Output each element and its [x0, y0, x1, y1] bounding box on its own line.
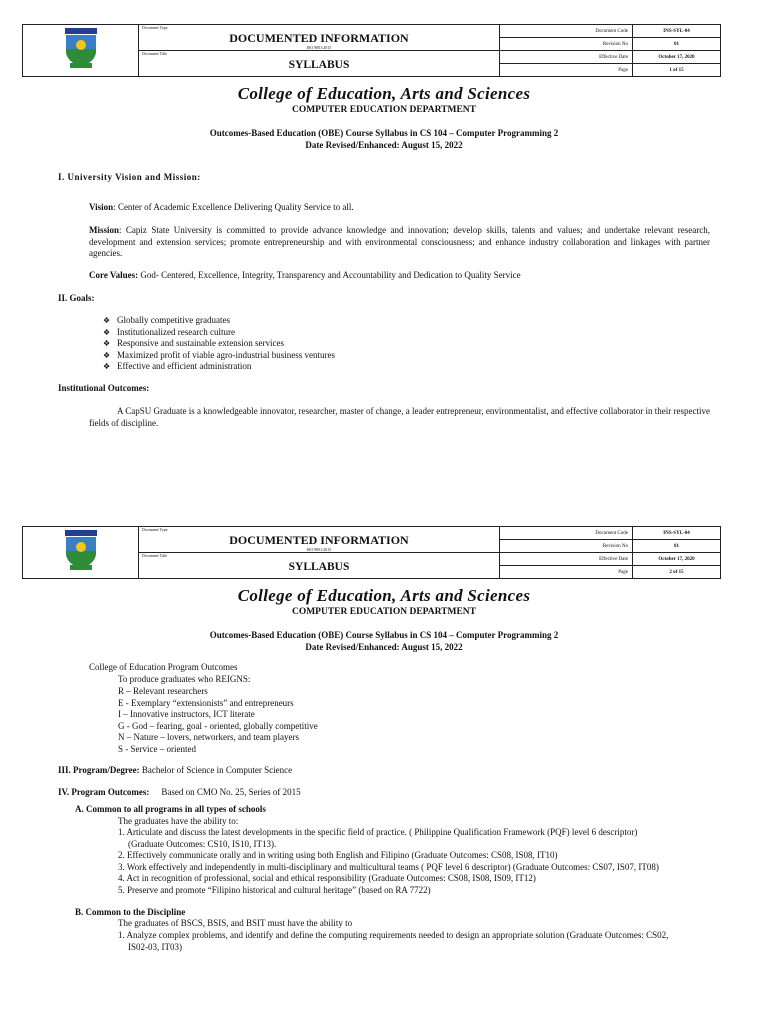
list-item: ❖ Institutionalized research culture: [103, 326, 235, 337]
date-revised: Date Revised/Enhanced: August 15, 2022: [305, 642, 463, 652]
title-cell: [139, 25, 500, 51]
meta-label: Effective Date: [500, 553, 633, 566]
list-item: ❖ Effective and efficient administration: [103, 361, 252, 371]
university-logo: [64, 529, 98, 571]
mission-label: Mission: [89, 225, 120, 235]
meta-label: Document Code: [500, 25, 633, 38]
vision-label: Vision: [89, 202, 114, 212]
diamond-bullet-icon: ❖: [103, 350, 111, 360]
college-name: College of Education, Arts and Sciences: [237, 586, 531, 605]
revision-no: 01: [633, 540, 721, 553]
title-cell: [139, 527, 500, 553]
document-header-page1: [22, 24, 721, 77]
diamond-bullet-icon: ❖: [103, 316, 111, 325]
syllabus-title: Outcomes-Based Education (OBE) Course Syllabus in CS 104 – Computer Programming 2: [209, 630, 559, 640]
logo-cell: [23, 527, 139, 579]
logo-cell: [23, 25, 139, 77]
meta-label: Page: [500, 64, 633, 77]
program-degree: [58, 765, 292, 777]
core-values-label: Core Values:: [89, 270, 139, 280]
core-values-text: God- Centered, Excellence, Integrity, Transparency and Accountability and Dedication to Quality Service: [138, 270, 521, 280]
mission-paragraph: [89, 225, 710, 260]
section-a-title: A. Common to all programs in all types of schools: [75, 804, 266, 814]
type-cell: [139, 553, 500, 579]
effective-date: October 17, 2020: [633, 51, 721, 64]
diamond-bullet-icon: ❖: [103, 339, 111, 348]
program-outcomes-basis: Based on CMO No. 25, Series of 2015: [161, 787, 301, 797]
effective-date: October 17, 2020: [633, 553, 721, 566]
department-name: COMPUTER EDUCATION DEPARTMENT: [291, 105, 477, 115]
list-item: ❖ Responsive and sustainable extension services: [103, 338, 284, 348]
list-item: 1. Analyze complex problems, and identify and define the computing requirements needed to design an appropriate solution (Graduate Outcomes: CS02,: [118, 930, 669, 940]
program-degree-label: III. Program/Degree:: [58, 765, 140, 775]
iso-standard: ISO 9001:2015: [306, 45, 332, 50]
meta-label: Document Code: [500, 527, 633, 540]
section-heading: II. Goals:: [58, 293, 95, 303]
section-a-list: [118, 827, 728, 896]
list-item: (Graduate Outcomes: CS10, IS10, IT13).: [128, 838, 277, 849]
program-degree-text: Bachelor of Science in Computer Science: [139, 765, 293, 775]
syllabus-title: Outcomes-Based Education (OBE) Course Syllabus in CS 104 – Computer Programming 2: [209, 128, 559, 138]
doc-title-label: Document Title: [142, 51, 168, 56]
meta-label: Page: [500, 566, 633, 579]
doc-title: DOCUMENTED INFORMATION: [229, 533, 409, 547]
program-outcomes-label: IV. Program Outcomes:: [58, 787, 150, 797]
iso-standard: ISO 9001:2015: [306, 547, 332, 552]
list-item: 4. Act in recognition of professional, social and ethical responsibility (Graduate Outcomes: CS08, IS08, IS09, IT12): [118, 873, 536, 883]
meta-label: Effective Date: [500, 51, 633, 64]
mission-text: : Capiz State University is committed to provide advance knowledge and innovation; develop skills, talents and values; and undertake relevant research, development and extension services; promote entrepreneurship and with environmental consciousness; and enhance industry collaboration and linkages with partner agencies.: [89, 225, 710, 258]
type-cell: [139, 51, 500, 77]
list-item: R – Relevant researchers: [118, 686, 208, 696]
doc-title-label: Document Title: [142, 553, 168, 558]
list-item: 2. Effectively communicate orally and in writing using both English and Filipino (Graduate Outcomes: CS08, IS08, IT10): [118, 850, 558, 860]
core-values-paragraph: [89, 270, 710, 282]
document-header-page2: [22, 526, 721, 579]
list-item: E - Exemplary “extensionists” and entrepreneurs: [118, 697, 294, 708]
section-heading: Institutional Outcomes:: [58, 383, 150, 393]
list-item: 3. Work effectively and independently in multi-disciplinary and multicultural teams ( PQF level 6 descriptor) (Graduate Outcomes: CS07, IS07, IT08): [118, 861, 659, 872]
document-code: INS-SYL-04: [633, 527, 721, 540]
list-item: G - God – fearing, goal - oriented, globally competitive: [118, 720, 318, 731]
doc-type: SYLLABUS: [288, 59, 350, 71]
meta-label: Revision No: [500, 38, 633, 51]
doc-type-label: Document Type: [142, 527, 168, 532]
doc-type-label: Document Type: [142, 25, 168, 30]
doc-type: SYLLABUS: [288, 561, 350, 573]
list-item: N – Nature – lovers, networkers, and team players: [118, 732, 299, 742]
program-outcomes-intro: To produce graduates who REIGNS:: [118, 674, 251, 684]
diamond-bullet-icon: ❖: [103, 362, 111, 371]
diamond-bullet-icon: ❖: [103, 327, 111, 337]
doc-title: DOCUMENTED INFORMATION: [229, 31, 409, 45]
revision-no: 01: [633, 38, 721, 51]
list-item: IS02-03, IT03): [128, 941, 182, 952]
list-item: S - Service – oriented: [118, 743, 196, 754]
goals-list: [103, 315, 335, 373]
list-item: 1. Articulate and discuss the latest developments in the specific field of practice. ( Philippine Qualification Framework (PQF) level 6 descriptor): [118, 827, 638, 837]
document-code: INS-SYL-04: [633, 25, 721, 38]
section-b-title: B. Common to the Discipline: [75, 907, 186, 917]
vision-text: : Center of Academic Excellence Delivering Quality Service to all.: [113, 202, 354, 212]
program-outcomes: [58, 787, 301, 799]
college-name: College of Education, Arts and Sciences: [237, 84, 531, 103]
section-b-list: [118, 930, 728, 953]
meta-label: Revision No: [500, 540, 633, 553]
section-b-intro: The graduates of BSCS, BSIS, and BSIT must have the ability to: [118, 918, 353, 928]
university-logo: [64, 27, 98, 69]
list-item: I – Innovative instructors, ICT literate: [118, 709, 255, 719]
list-item: ❖ Maximized profit of viable agro-industrial business ventures: [103, 349, 335, 360]
vision-paragraph: [89, 202, 710, 214]
reigns-list: [118, 686, 318, 755]
page-number: 1 of 15: [633, 64, 721, 77]
list-item: 5. Preserve and promote “Filipino historical and cultural heritage” (based on RA 7722): [118, 884, 431, 895]
date-revised: Date Revised/Enhanced: August 15, 2022: [305, 140, 463, 150]
section-heading: I. University Vision and Mission:: [58, 172, 201, 182]
section-a-intro: The graduates have the ability to:: [118, 816, 239, 826]
program-outcomes-title: College of Education Program Outcomes: [89, 662, 238, 672]
page-number: 2 of 15: [633, 566, 721, 579]
list-item: ❖ Globally competitive graduates: [103, 315, 230, 325]
institutional-outcomes-text: A CapSU Graduate is a knowledgeable innovator, researcher, master of change, a leader entrepreneur, environmentalist, and effective collaborator in their respective fields of discipline.: [89, 406, 710, 428]
department-name: COMPUTER EDUCATION DEPARTMENT: [291, 607, 477, 617]
